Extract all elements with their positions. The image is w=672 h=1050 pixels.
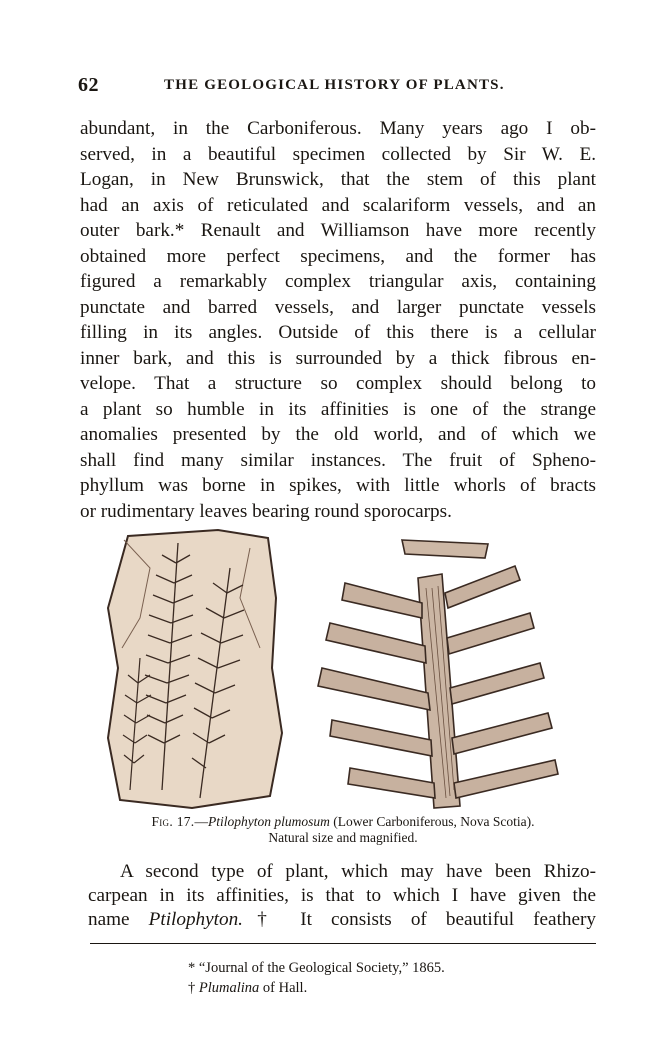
figure-caption-line2: Natural size and magnified.	[268, 830, 418, 845]
text-line: inner bark, and this is surrounded by a thick fibrous en-	[80, 347, 596, 369]
page-header	[78, 74, 598, 100]
text-line: Logan, in New Brunswick, that the stem of this plant	[80, 169, 596, 190]
text-line: outer bark.* Renault and Williamson have more recently	[80, 220, 596, 241]
text-fragment: name	[88, 909, 149, 930]
text-line: phyllum was borne in spikes, with little whorls of bracts	[80, 475, 596, 496]
text-line: filling in its angles. Outside of this there is a cellular	[80, 322, 596, 343]
text-line: A second type of plant, which may have been Rhizo-	[120, 861, 596, 882]
fossil-slab-drawing	[108, 530, 282, 808]
magnified-stem-drawing	[318, 540, 558, 808]
text-line: obtained more perfect specimens, and the former has	[80, 245, 596, 267]
footnote-2	[188, 978, 588, 998]
text-line-mixed	[88, 908, 596, 932]
footnote-text: of Hall.	[259, 980, 308, 996]
genus-name: Ptilophyton.	[148, 909, 243, 930]
text-line: anomalies presented by the old world, and of which we	[80, 424, 596, 445]
text-line: punctate and barred vessels, and larger punctate vessels	[80, 296, 596, 318]
page-number: 62	[78, 74, 99, 96]
footnote-rule	[90, 943, 596, 944]
footnotes	[188, 958, 588, 998]
text-line: a plant so humble in its affinities is one of the strange	[80, 398, 596, 420]
paragraph-2	[88, 860, 596, 932]
text-line: abundant, in the Carboniferous. Many years ago I ob-	[80, 118, 596, 139]
figure-caption: Fig. 17.—Ptilophyton plumosum (Lower Carboniferous, Nova Scotia). Natural size and magnified.	[100, 814, 586, 846]
text-line: shall find many similar instances. The fruit of Spheno-	[80, 449, 596, 471]
text-line: or rudimentary leaves bearing round sporocarps.	[80, 500, 452, 522]
text-line: carpean in its affinities, is that to which I have given the	[88, 885, 596, 906]
running-title: THE GEOLOGICAL HISTORY OF PLANTS.	[164, 77, 505, 93]
text-line: figured a remarkably complex triangular axis, containing	[80, 271, 596, 292]
text-line: served, in a beautiful specimen collected by Sir W. E.	[80, 143, 596, 165]
paragraph-1	[80, 116, 596, 524]
text-line: velope. That a structure so complex should belong to	[80, 373, 596, 394]
footnote-genus: Plumalina	[198, 980, 260, 996]
text-fragment: † It consists of beautiful feathery	[242, 909, 597, 930]
figure-taxon: Ptilophyton plumosum	[207, 814, 330, 829]
text-line: had an axis of reticulated and scalariform vessels, and an	[80, 194, 596, 216]
footnote-1: * “Journal of the Geological Society,” 1865.	[188, 960, 445, 976]
figure-caption-rest: (Lower Carboniferous, Nova Scotia).	[329, 814, 535, 829]
fossil-illustration	[100, 528, 580, 813]
footnote-mark: †	[188, 980, 199, 996]
figure-label: Fig. 17.	[151, 814, 195, 829]
